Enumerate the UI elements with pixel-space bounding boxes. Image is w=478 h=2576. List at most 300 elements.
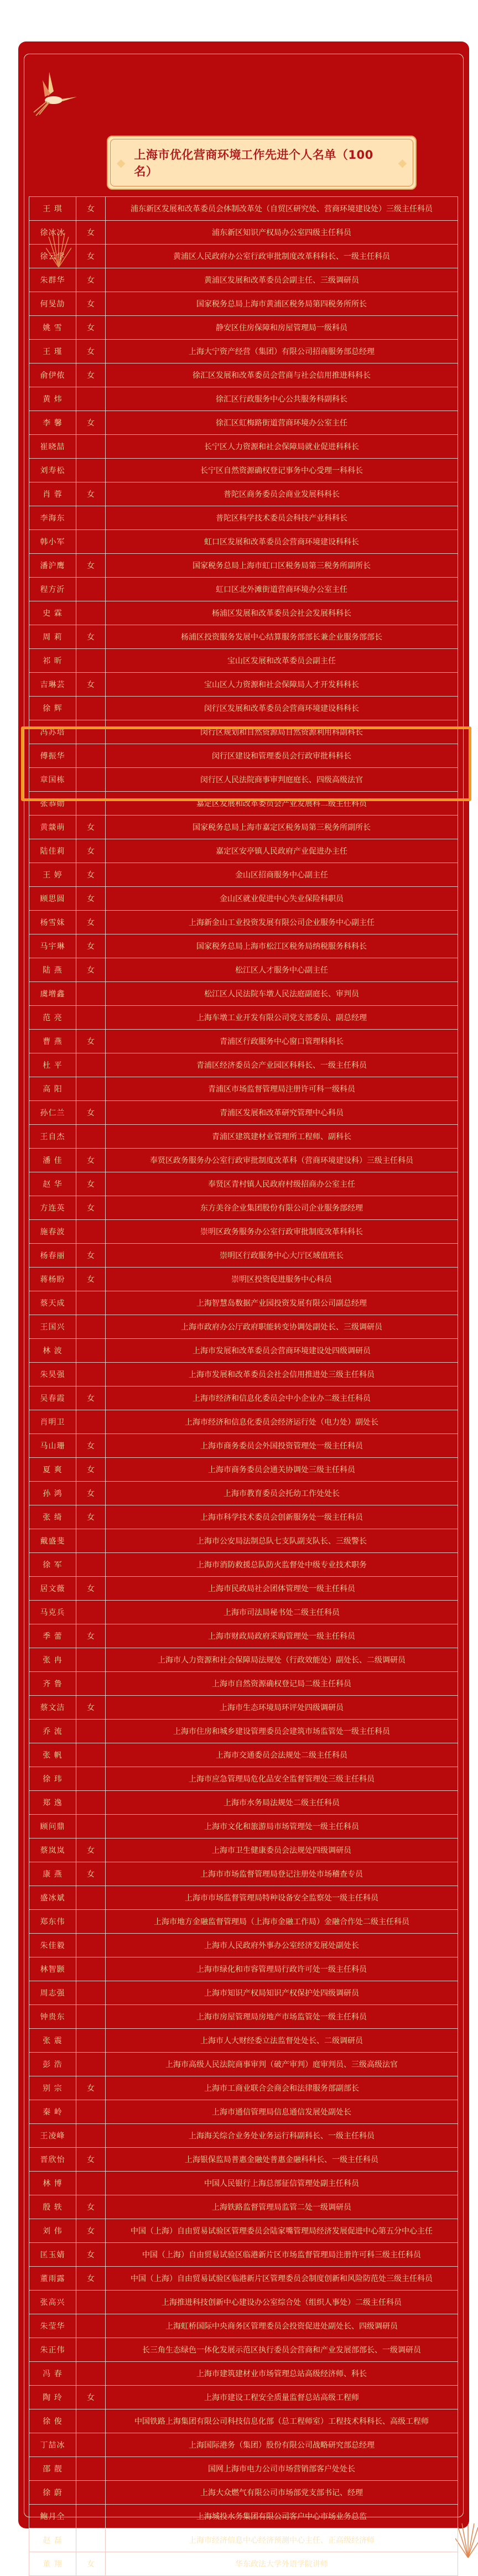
person-gender — [76, 2314, 106, 2338]
person-gender — [76, 601, 106, 625]
person-gender — [76, 530, 106, 554]
person-name: 徐冰冰 — [29, 221, 76, 245]
table-row — [29, 1838, 458, 1862]
person-gender: 女 — [76, 482, 106, 506]
person-gender: 女 — [76, 363, 106, 387]
person-position: 上海市房屋管理局房地产市场监管处一级主任科员 — [106, 2005, 458, 2029]
table-row — [29, 2338, 458, 2362]
person-position: 上海虹桥国际中央商务区管理委员会投资促进处副处长、四级调研员 — [106, 2314, 458, 2338]
table-row — [29, 697, 458, 720]
person-position: 浦东新区知识产权局办公室四级主任科员 — [106, 221, 458, 245]
person-position: 国家税务总局上海市虹口区税务局第三税务所副所长 — [106, 554, 458, 578]
person-name: 刘 伟 — [29, 2219, 76, 2243]
person-position: 上海市绿化和市容管理局行政许可处一级主任科员 — [106, 1957, 458, 1981]
person-position: 上海市人大财经委立法监督处处长、二级调研员 — [106, 2029, 458, 2053]
person-name: 鲍月全 — [29, 2505, 76, 2528]
person-name: 马山珊 — [29, 1434, 76, 1458]
person-gender — [76, 2409, 106, 2433]
person-name: 丁喆冰 — [29, 2433, 76, 2457]
table-row — [29, 1981, 458, 2005]
person-name: 陶 玲 — [29, 2386, 76, 2409]
person-position: 上海市生态环境局环评处四级调研员 — [106, 1696, 458, 1720]
person-name: 徐云学 — [29, 245, 76, 268]
table-row — [29, 2005, 458, 2029]
person-gender: 女 — [76, 1696, 106, 1720]
table-row — [29, 1101, 458, 1125]
person-name: 曹 燕 — [29, 1030, 76, 1053]
table-row — [29, 816, 458, 839]
table-row — [29, 1125, 458, 1149]
person-name: 杨春丽 — [29, 1244, 76, 1268]
person-gender — [76, 1291, 106, 1315]
person-gender: 女 — [76, 1458, 106, 1482]
person-position: 上海智慧岛数据产业园投资发展有限公司副总经理 — [106, 1291, 458, 1315]
person-name: 戴盛斐 — [29, 1529, 76, 1553]
person-position: 上海海关综合业务处业务运行科副科长、一级主任科员 — [106, 2124, 458, 2148]
page-title: 上海市优化营商环境工作先进个人名单（100名） — [134, 148, 373, 178]
person-name: 周志强 — [29, 1981, 76, 2005]
table-row — [29, 1458, 458, 1482]
person-gender: 女 — [76, 958, 106, 982]
person-name: 殷 轶 — [29, 2195, 76, 2219]
person-name: 陆 燕 — [29, 958, 76, 982]
person-name: 祁 昕 — [29, 649, 76, 673]
table-row — [29, 2314, 458, 2338]
person-gender — [76, 2053, 106, 2076]
table-row — [29, 2148, 458, 2172]
person-position: 上海市地方金融监督管理局（上海市金融工作局）金融合作处二级主任科员 — [106, 1910, 458, 1934]
person-gender: 女 — [76, 2076, 106, 2100]
person-position: 上海铁路监督管理局监管二处一级调研员 — [106, 2195, 458, 2219]
person-name: 刘寿松 — [29, 459, 76, 482]
person-name: 马克兵 — [29, 1601, 76, 1624]
person-gender: 女 — [76, 2148, 106, 2172]
person-gender — [76, 2124, 106, 2148]
person-gender — [76, 1886, 106, 1910]
table-row — [29, 1601, 458, 1624]
table-row — [29, 1957, 458, 1981]
person-gender — [76, 982, 106, 1006]
person-gender: 女 — [76, 839, 106, 863]
person-gender — [76, 792, 106, 816]
person-name: 杜 平 — [29, 1053, 76, 1077]
person-gender — [76, 2433, 106, 2457]
person-gender: 女 — [76, 1172, 106, 1196]
person-gender: 女 — [76, 2267, 106, 2291]
person-name: 董雨露 — [29, 2267, 76, 2291]
table-row — [29, 934, 458, 958]
table-row — [29, 1268, 458, 1291]
table-row — [29, 459, 458, 482]
person-gender: 女 — [76, 934, 106, 958]
person-position: 上海市住房和城乡建设管理委员会建筑市场监管处一级主任科员 — [106, 1720, 458, 1743]
person-position: 上海市工商业联合会商会和法律服务部副部长 — [106, 2076, 458, 2100]
table-row — [29, 482, 458, 506]
person-gender — [76, 1553, 106, 1577]
person-name: 王 琪 — [29, 197, 76, 221]
table-row — [29, 1624, 458, 1648]
person-name: 钟贵东 — [29, 2005, 76, 2029]
diamond-icon: ◆ — [398, 156, 407, 169]
person-position: 徐汇区行政服务中心公共服务科副科长 — [106, 387, 458, 411]
person-name: 夏 爽 — [29, 1458, 76, 1482]
table-row — [29, 625, 458, 649]
table-row — [29, 268, 458, 292]
person-gender — [76, 2029, 106, 2053]
person-position: 青浦区行政服务中心窗口管理科科长 — [106, 1030, 458, 1053]
person-name: 方连英 — [29, 1196, 76, 1220]
person-position: 金山区就业促进中心失业保险科职员 — [106, 887, 458, 911]
person-name: 蒋杨盼 — [29, 1268, 76, 1291]
diamond-icon: ◆ — [117, 156, 126, 169]
table-row — [29, 1244, 458, 1268]
person-gender: 女 — [76, 245, 106, 268]
person-gender — [76, 1981, 106, 2005]
person-position: 黄浦区发展和改革委员会副主任、三级调研员 — [106, 268, 458, 292]
person-position: 上海市应急管理局危化品安全监督管理处三级主任科员 — [106, 1767, 458, 1791]
person-position: 青浦区市场监督管理局注册许可科一级科员 — [106, 1077, 458, 1101]
person-gender: 女 — [76, 1624, 106, 1648]
person-position: 上海市建设工程安全质量监督总站高级工程师 — [106, 2386, 458, 2409]
person-gender — [76, 1601, 106, 1624]
table-row — [29, 1553, 458, 1577]
table-row — [29, 1934, 458, 1957]
person-position: 上海市经济和信息化委员会中小企业办二级主任科员 — [106, 1386, 458, 1410]
person-gender — [76, 744, 106, 768]
person-position: 崇明区行政服务中心大厅区域值班长 — [106, 1244, 458, 1268]
person-gender: 女 — [76, 1862, 106, 1886]
person-name: 陆佳莉 — [29, 839, 76, 863]
person-gender — [76, 1125, 106, 1149]
person-name: 朱群华 — [29, 268, 76, 292]
person-name: 傅振华 — [29, 744, 76, 768]
table-row — [29, 2219, 458, 2243]
table-row — [29, 1030, 458, 1053]
person-gender — [76, 1077, 106, 1101]
person-gender — [76, 1363, 106, 1386]
person-name: 郑东伟 — [29, 1910, 76, 1934]
person-position: 杨浦区发展和改革委员会社会发展科科长 — [106, 601, 458, 625]
person-gender — [76, 387, 106, 411]
table-row — [29, 863, 458, 887]
person-name: 盛冰斌 — [29, 1886, 76, 1910]
person-name: 孙 鸿 — [29, 1482, 76, 1505]
person-name: 康 燕 — [29, 1862, 76, 1886]
table-row — [29, 839, 458, 863]
person-position: 上海市发展和改革委员会营商环境建设处四级调研员 — [106, 1339, 458, 1363]
person-name: 徐 军 — [29, 1553, 76, 1577]
person-position: 闵行区规划和自然资源局自然资源利用科副科长 — [106, 720, 458, 744]
person-position: 长宁区人力资源和社会保障局就业促进科科长 — [106, 435, 458, 459]
person-gender: 女 — [76, 316, 106, 340]
person-position: 中国铁路上海集团有限公司科技信息化部（总工程师室）工程技术科科长、高级工程师 — [106, 2409, 458, 2433]
person-gender — [76, 1006, 106, 1030]
person-gender — [76, 1410, 106, 1434]
table-row — [29, 1363, 458, 1386]
table-row — [29, 1577, 458, 1601]
person-position: 上海国际港务（集团）股份有限公司战略研究部总经理 — [106, 2433, 458, 2457]
table-row — [29, 2076, 458, 2100]
table-row — [29, 2481, 458, 2505]
person-gender — [76, 1910, 106, 1934]
person-position: 徐汇区虹梅路街道营商环境办公室主任 — [106, 411, 458, 435]
person-position: 宝山区人力资源和社会保障局人才开发科科长 — [106, 673, 458, 697]
person-gender: 女 — [76, 816, 106, 839]
person-position: 上海市公安局法制总队七支队副支队长、三级警长 — [106, 1529, 458, 1553]
person-position: 上海市财政局政府采购管理处一级主任科员 — [106, 1624, 458, 1648]
person-position: 普陀区商务委员会商业发展科科长 — [106, 482, 458, 506]
person-name: 徐 蔚 — [29, 2481, 76, 2505]
table-row — [29, 340, 458, 363]
title-banner — [107, 136, 417, 190]
person-name: 韩小军 — [29, 530, 76, 554]
table-row — [29, 1529, 458, 1553]
person-name: 王 婷 — [29, 863, 76, 887]
table-row — [29, 197, 458, 221]
person-name: 顾思圆 — [29, 887, 76, 911]
person-position: 闵行区建设和管理委员会行政审批科科长 — [106, 744, 458, 768]
person-name: 马宇琳 — [29, 934, 76, 958]
person-gender — [76, 1934, 106, 1957]
table-row — [29, 1386, 458, 1410]
person-gender — [76, 1957, 106, 1981]
table-row — [29, 1196, 458, 1220]
table-row — [29, 744, 458, 768]
table-row — [29, 1886, 458, 1910]
person-name: 吉琳芸 — [29, 673, 76, 697]
person-name: 邵 靓 — [29, 2457, 76, 2481]
person-name: 孙仁兰 — [29, 1101, 76, 1125]
person-gender: 女 — [76, 1577, 106, 1601]
person-position: 长宁区自然资源确权登记事务中心受理一科科长 — [106, 459, 458, 482]
person-position: 上海市商务委员会外国投资管理处一级主任科员 — [106, 1434, 458, 1458]
table-row — [29, 245, 458, 268]
person-name: 乔 流 — [29, 1720, 76, 1743]
table-row — [29, 411, 458, 435]
table-row — [29, 2386, 458, 2409]
table-row — [29, 1220, 458, 1244]
person-gender — [76, 2457, 106, 2481]
person-position: 中国人民银行上海总部征信管理处副主任科员 — [106, 2172, 458, 2195]
person-name: 张恭勋 — [29, 792, 76, 816]
person-gender — [76, 435, 106, 459]
table-row — [29, 554, 458, 578]
person-gender: 女 — [76, 2195, 106, 2219]
person-gender — [76, 2528, 106, 2552]
person-name: 彭 浩 — [29, 2053, 76, 2076]
person-gender: 女 — [76, 673, 106, 697]
table-row — [29, 2124, 458, 2148]
person-gender — [76, 649, 106, 673]
person-position: 嘉定区发展和改革委员会产业发展科二级主任科员 — [106, 792, 458, 816]
person-position: 国网上海市电力公司市场营销部客户处处长 — [106, 2457, 458, 2481]
person-gender: 女 — [76, 340, 106, 363]
table-row — [29, 530, 458, 554]
person-gender — [76, 2481, 106, 2505]
person-name: 季 蕾 — [29, 1624, 76, 1648]
table-row — [29, 768, 458, 792]
person-gender — [76, 1791, 106, 1815]
table-row — [29, 720, 458, 744]
person-gender — [76, 2100, 106, 2124]
person-position: 上海新金山工业投资发展有限公司企业服务中心副主任 — [106, 911, 458, 934]
table-row — [29, 2552, 458, 2576]
person-position: 青浦区建筑建材业管理所工程师、副科长 — [106, 1125, 458, 1149]
table-row — [29, 578, 458, 601]
person-name: 张 冉 — [29, 1648, 76, 1672]
person-name: 杨雪妹 — [29, 911, 76, 934]
table-row — [29, 1767, 458, 1791]
person-name: 俞伊侬 — [29, 363, 76, 387]
person-gender: 女 — [76, 292, 106, 316]
person-position: 静安区住房保障和房屋管理局一级科员 — [106, 316, 458, 340]
table-row — [29, 1672, 458, 1696]
table-row — [29, 2362, 458, 2386]
person-name: 居文薇 — [29, 1577, 76, 1601]
person-gender — [76, 1648, 106, 1672]
table-row — [29, 887, 458, 911]
person-name: 别 宗 — [29, 2076, 76, 2100]
table-row — [29, 911, 458, 934]
person-position: 上海市通信管理局信息通信发展处副处长 — [106, 2100, 458, 2124]
person-gender — [76, 768, 106, 792]
person-position: 上海市商务委员会通关协调处三级主任科员 — [106, 1458, 458, 1482]
person-gender: 女 — [76, 863, 106, 887]
person-name: 吴春霞 — [29, 1386, 76, 1410]
person-gender: 女 — [76, 887, 106, 911]
table-row — [29, 1410, 458, 1434]
person-gender — [76, 2172, 106, 2195]
table-row — [29, 673, 458, 697]
person-name: 姚 雪 — [29, 316, 76, 340]
person-gender: 女 — [76, 1244, 106, 1268]
person-gender — [76, 697, 106, 720]
person-name: 肖明卫 — [29, 1410, 76, 1434]
person-gender: 女 — [76, 554, 106, 578]
person-position: 崇明区政务服务办公室行政审批制度改革科科长 — [106, 1220, 458, 1244]
table-row — [29, 958, 458, 982]
person-name: 周 莉 — [29, 625, 76, 649]
person-position: 上海市人民政府外事办公室经济发展处副处长 — [106, 1934, 458, 1957]
person-gender: 女 — [76, 1149, 106, 1172]
table-row — [29, 1149, 458, 1172]
person-position: 闵行区发展和改革委员会营商环境建设科科长 — [106, 697, 458, 720]
table-row — [29, 1172, 458, 1196]
person-name: 董 翔 — [29, 2552, 76, 2576]
person-name: 李 馨 — [29, 411, 76, 435]
table-row — [29, 1315, 458, 1339]
table-row — [29, 2433, 458, 2457]
person-position: 国家税务总局上海市嘉定区税务局第三税务所副所长 — [106, 816, 458, 839]
person-name: 王凌峰 — [29, 2124, 76, 2148]
person-position: 浦东新区发展和改革委员会体制改革处（自贸区研究处、营商环境建设处）三级主任科员 — [106, 197, 458, 221]
person-position: 闵行区人民法院商事审判庭庭长、四级高级法官 — [106, 768, 458, 792]
person-name: 肖 蓉 — [29, 482, 76, 506]
person-name: 林 波 — [29, 1339, 76, 1363]
person-position: 上海市科学技术委员会创新服务处一级主任科员 — [106, 1505, 458, 1529]
person-name: 张 震 — [29, 2029, 76, 2053]
person-name: 冯 春 — [29, 2362, 76, 2386]
person-position: 青浦区发展和改革研究管理中心科员 — [106, 1101, 458, 1125]
table-row — [29, 2409, 458, 2433]
person-name: 朱莹华 — [29, 2314, 76, 2338]
person-name: 黄燚萌 — [29, 816, 76, 839]
table-row — [29, 1815, 458, 1838]
person-name: 张 绮 — [29, 1505, 76, 1529]
person-name: 王国兴 — [29, 1315, 76, 1339]
person-name: 徐 玮 — [29, 1767, 76, 1791]
person-position: 崇明区投资促进服务中心科员 — [106, 1268, 458, 1291]
person-gender: 女 — [76, 1482, 106, 1505]
person-position: 上海市司法局秘书处二级主任科员 — [106, 1601, 458, 1624]
person-position: 上海市建筑建材业市场管理总站高级经济师、科长 — [106, 2362, 458, 2386]
table-row — [29, 1006, 458, 1030]
person-gender: 女 — [76, 1505, 106, 1529]
person-gender — [76, 2505, 106, 2528]
person-position: 华东政法大学外语学院讲师 — [106, 2552, 458, 2576]
person-name: 顾问鼎 — [29, 1815, 76, 1838]
table-row — [29, 2291, 458, 2314]
table-row — [29, 2100, 458, 2124]
person-position: 上海市教育委员会托幼工作处处长 — [106, 1482, 458, 1505]
table-row — [29, 1339, 458, 1363]
person-name: 晋欣怡 — [29, 2148, 76, 2172]
table-row — [29, 2457, 458, 2481]
person-name: 何旻劼 — [29, 292, 76, 316]
person-name: 徐 俊 — [29, 2409, 76, 2433]
person-name: 张高兴 — [29, 2291, 76, 2314]
person-gender — [76, 2362, 106, 2386]
person-position: 青浦区经济委员会产业园区科科长、一级主任科员 — [106, 1053, 458, 1077]
table-row — [29, 1720, 458, 1743]
person-position: 上海市消防救援总队防火监督处中级专业技术职务 — [106, 1553, 458, 1577]
table-row — [29, 601, 458, 625]
person-name: 匡玉婧 — [29, 2243, 76, 2267]
person-position: 上海市市场监督管理局特种设备安全监察处一级主任科员 — [106, 1886, 458, 1910]
table-row — [29, 2505, 458, 2528]
person-name: 高 阳 — [29, 1077, 76, 1101]
person-gender — [76, 720, 106, 744]
person-position: 上海市交通委员会法规处二级主任科员 — [106, 1743, 458, 1767]
person-gender: 女 — [76, 1268, 106, 1291]
person-gender: 女 — [76, 1838, 106, 1862]
person-gender: 女 — [76, 2243, 106, 2267]
person-position: 上海车墩工业开发有限公司党支部委员、副总经理 — [106, 1006, 458, 1030]
person-gender: 女 — [76, 1196, 106, 1220]
person-position: 中国（上海）自由贸易试验区管理委员会陆家嘴管理局经济发展促进中心第五分中心主任 — [106, 2219, 458, 2243]
person-position: 上海银保监局普惠金融处普惠金融科科长、一级主任科员 — [106, 2148, 458, 2172]
person-name: 虞增鑫 — [29, 982, 76, 1006]
person-gender — [76, 1815, 106, 1838]
table-row — [29, 2172, 458, 2195]
person-position: 上海市人力资源和社会保障局法规处（行政效能处）副处长、二级调研员 — [106, 1648, 458, 1672]
person-gender: 女 — [76, 1386, 106, 1410]
person-position: 金山区招商服务中心副主任 — [106, 863, 458, 887]
table-row — [29, 2029, 458, 2053]
person-gender: 女 — [76, 2552, 106, 2576]
person-name: 程方沂 — [29, 578, 76, 601]
table-row — [29, 1505, 458, 1529]
person-gender — [76, 1529, 106, 1553]
person-position: 上海市自然资源确权登记局二级主任科员 — [106, 1672, 458, 1696]
person-position: 嘉定区安亭镇人民政府产业促进办主任 — [106, 839, 458, 863]
table-row — [29, 435, 458, 459]
person-position: 东方美谷企业集团股份有限公司企业服务部经理 — [106, 1196, 458, 1220]
table-row — [29, 649, 458, 673]
person-gender: 女 — [76, 1434, 106, 1458]
person-gender — [76, 1339, 106, 1363]
person-position: 奉贤区政务服务办公室行政审批制度改革科（营商环境建设科）三级主任科员 — [106, 1149, 458, 1172]
